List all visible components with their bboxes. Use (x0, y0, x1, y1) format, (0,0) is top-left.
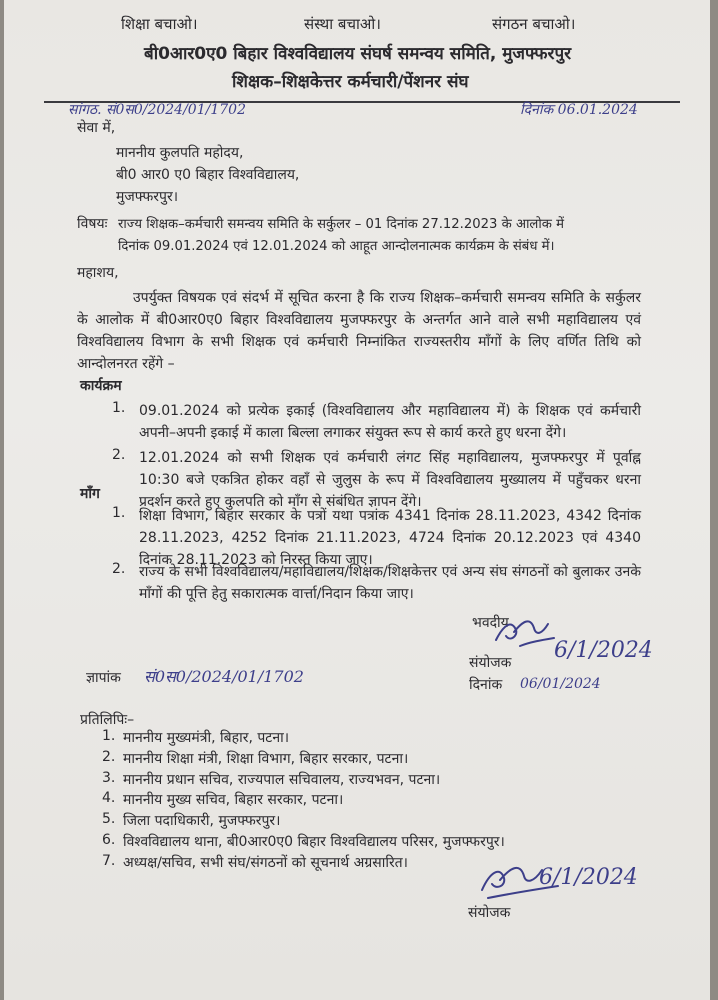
final-convenor-label: संयोजक (468, 905, 511, 921)
copy-to-item-num: 6. (102, 832, 116, 848)
copy-to-item: अध्यक्ष/सचिव, सभी संघ/संगठनों को सूचनार्थ अग्रसारित। (123, 855, 408, 871)
reference-date: दिनांक 06.01.2024 (520, 102, 638, 118)
slogan-education: शिक्षा बचाओ। (121, 15, 198, 33)
copy-to-item-num: 7. (102, 853, 116, 869)
closing-date-label: दिनांक (469, 677, 503, 693)
copy-to-item-num: 1. (102, 728, 116, 744)
programme-item-1: 09.01.2024 को प्रत्येक इकाई (विश्वविद्यालय और महाविद्यालय में) के शिक्षक एवं कर्मचारी अपनी–अपनी इकाई में काला बिल्ला लगाकर संयुक्त रूप से कार्य करते हुए धरना देंगे। (139, 403, 641, 441)
copy-to-heading: प्रतिलिपिः– (80, 712, 135, 728)
reference-number: सांगठ. सं0स0/2024/01/1702 (68, 102, 246, 118)
copy-to-item-num: 3. (102, 770, 116, 786)
memo-number: सं0स0/2024/01/1702 (144, 667, 304, 686)
signature-date: 6/1/2024 (554, 638, 653, 663)
copy-to-item: माननीय शिक्षा मंत्री, शिक्षा विभाग, बिहार सरकार, पटना। (123, 751, 409, 767)
memo-label: ज्ञापांक (86, 670, 121, 686)
demands-heading: माँग (80, 486, 100, 502)
slogan-institution: संस्था बचाओ। (304, 15, 381, 33)
body-paragraph: उपर्युक्त विषयक एवं संदर्भ में सूचित करना है कि राज्य शिक्षक–कर्मचारी समन्वय समिति के सर्कुलर के आलोक में बी0आर0ए0 बिहार विश्वविद्यालय मुजफ्फरपुर के अन्तर्गत आने वाले सभी महाविद्यालय एवं विश्वविद्यालय विभाग के सभी शिक्षक एवं कर्मचारी निम्नांकित राज्यस्तरीय माँगों के लिए वर्णित तिथि को आन्दोलनरत रहेंगे – (77, 290, 641, 372)
copy-to-item-num: 5. (102, 811, 116, 827)
address-line-3: बी0 आर0 ए0 बिहार विश्वविद्यालय, (116, 167, 300, 183)
copy-to-item: माननीय मुख्य सचिव, बिहार सरकार, पटना। (123, 792, 344, 808)
copy-to-item-num: 4. (102, 790, 116, 806)
copy-to-item-num: 2. (102, 749, 116, 765)
letter-page (4, 0, 710, 1000)
programme-item-2-num: 2. (112, 447, 126, 463)
demand-item-1-num: 1. (112, 505, 126, 521)
copy-to-item: जिला पदाधिकारी, मुजफ्फरपुर। (123, 813, 281, 829)
subject-line-1: राज्य शिक्षक–कर्मचारी समन्वय समिति के सर्कुलर – 01 दिनांक 27.12.2023 के आलोक में (118, 217, 564, 232)
yours-faithfully: भवदीय (472, 615, 509, 631)
demand-item-1: शिक्षा विभाग, बिहार सरकार के पत्रों यथा पत्रांक 4341 दिनांक 28.11.2023, 4342 दिनांक 28.11.2023, 4252 दिनांक 21.11.2023, 4724 दिनांक 20.12.2023 एवं 4340 दिनांक 28.11.2023 को निरस्त किया जाए। (139, 508, 641, 568)
copy-to-item: माननीय मुख्यमंत्री, बिहार, पटना। (123, 730, 290, 746)
address-line-2: माननीय कुलपति महोदय, (116, 145, 244, 161)
subject-label: विषयः (77, 216, 108, 232)
closing-date-value: 06/01/2024 (520, 676, 601, 692)
slogan-organisation: संगठन बचाओ। (492, 15, 576, 33)
programme-item-1-num: 1. (112, 400, 126, 416)
address-line-4: मुजफ्फरपुर। (116, 189, 179, 205)
programme-item-2: 12.01.2024 को सभी शिक्षक एवं कर्मचारी लंगट सिंह महाविद्यालय, मुजफ्फरपुर में पूर्वाह्न 10:30 बजे एकत्रित होकर वहाँ से जुलुस के रूप में विश्वविद्यालय मुख्यालय में पहुँचकर धरना प्रदर्शन करते हुए कुलपति को माँग से संबंधित ज्ञापन देंगे। (139, 450, 641, 510)
convenor-label: संयोजक (469, 655, 512, 671)
address-line-1: सेवा में, (77, 120, 116, 136)
subject-line-2: दिनांक 09.01.2024 एवं 12.01.2024 को आहूत आन्दोलनात्मक कार्यक्रम के संबंध में। (118, 239, 555, 254)
org-name: बी0आर0ए0 बिहार विश्वविद्यालय संघर्ष समन्वय समिति, मुजफ्फरपुर (144, 44, 572, 64)
copy-to-item: माननीय प्रधान सचिव, राज्यपाल सचिवालय, राज्यभवन, पटना। (123, 772, 441, 788)
salutation: महाशय, (77, 265, 119, 281)
copy-to-item: विश्वविद्यालय थाना, बी0आर0ए0 बिहार विश्वविद्यालय परिसर, मुजफ्फरपुर। (123, 834, 505, 850)
org-subname: शिक्षक–शिक्षकेत्तर कर्मचारी/पेंशनर संघ (232, 72, 469, 92)
programme-heading: कार्यक्रम (80, 378, 122, 394)
final-signature-date: 6/1/2024 (539, 865, 638, 890)
demand-item-2: राज्य के सभी विश्वविद्यालय/महाविद्यालय/शिक्षक/शिक्षकेत्तर एवं अन्य संघ संगठनों को बुलाकर उनके माँगों की पूत्ति हेतु सकारात्मक वार्त्ता/निदान किया जाए। (139, 564, 641, 602)
demand-item-2-num: 2. (112, 561, 126, 577)
signature-mark (490, 606, 560, 656)
